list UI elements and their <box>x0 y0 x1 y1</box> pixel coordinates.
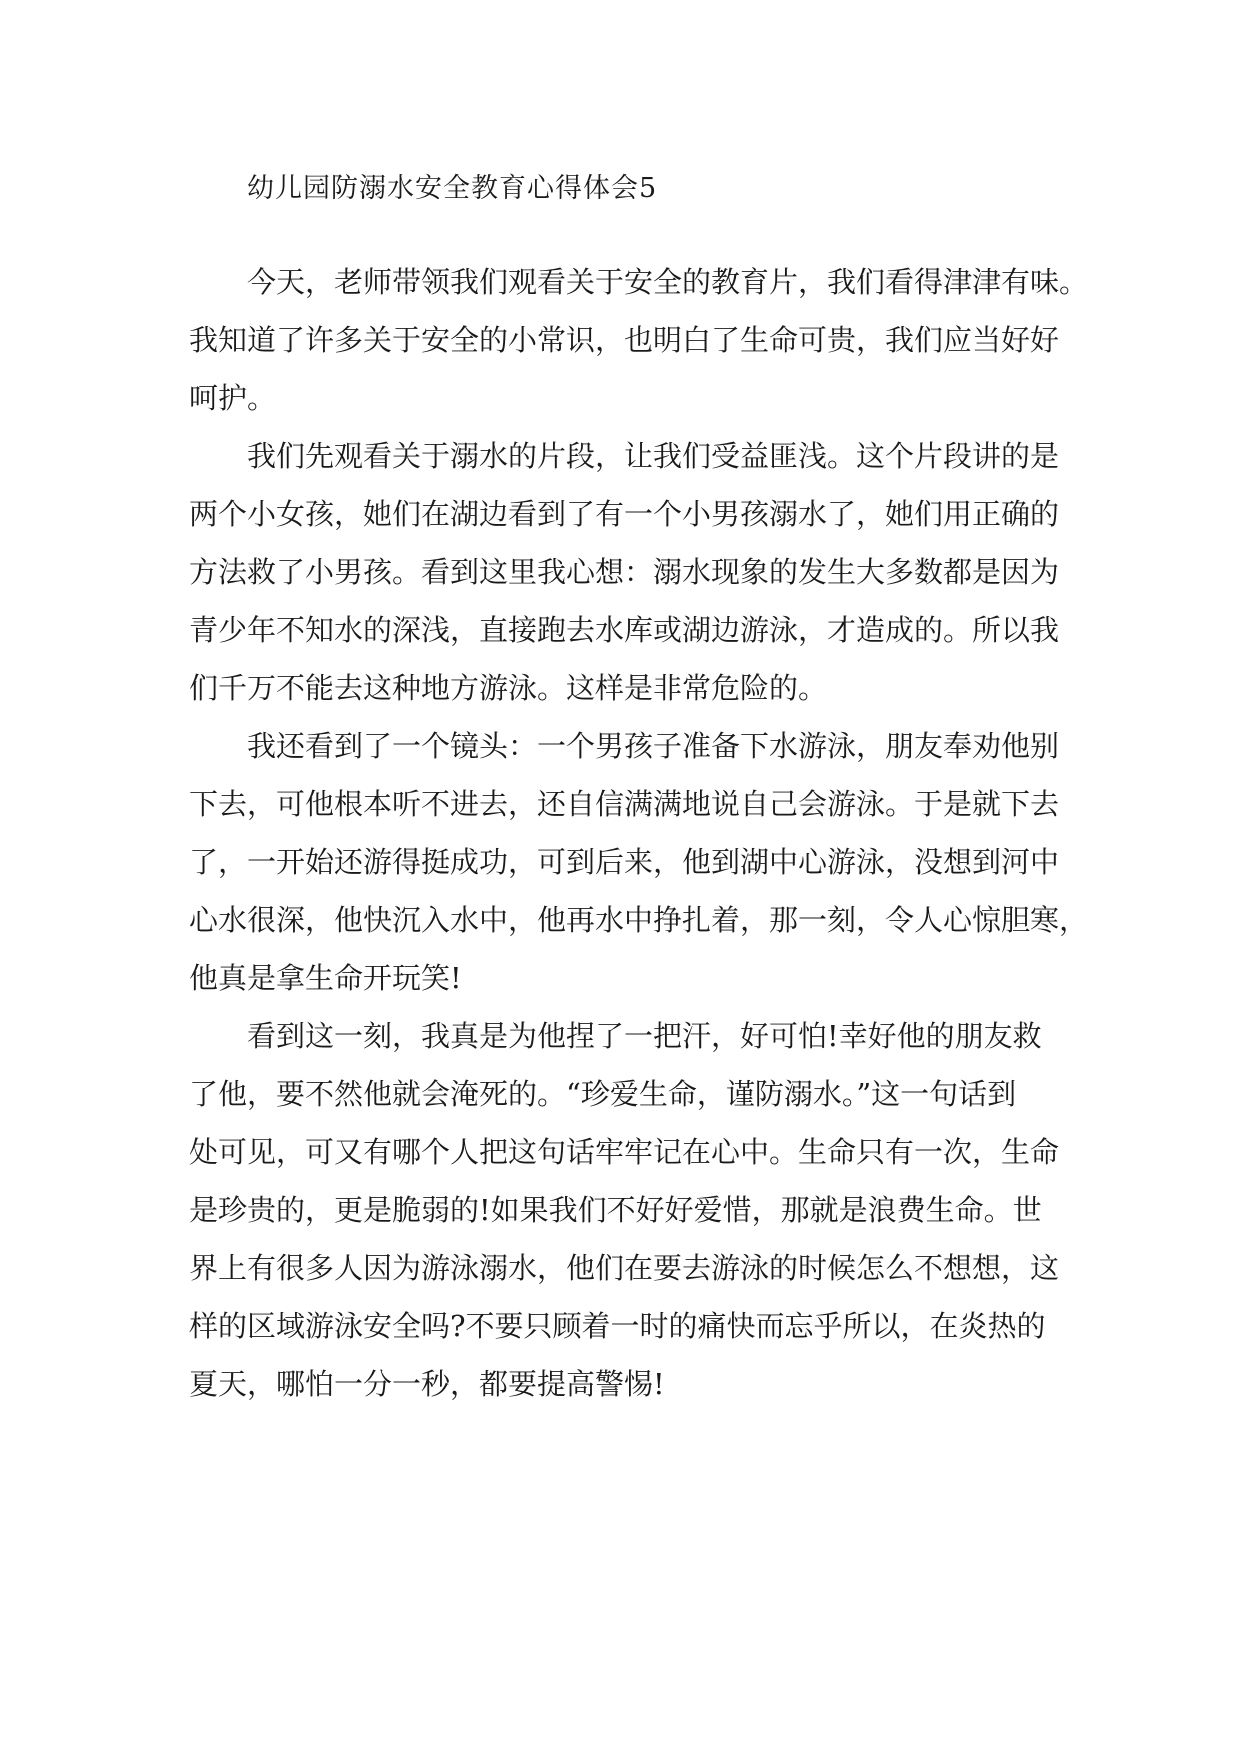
paragraph-4-line-7: 夏天，哪怕一分一秒，都要提高警惕! <box>189 1367 665 1401</box>
paragraph-3-line-3: 了，一开始还游得挺成功，可到后来，他到湖中心游泳，没想到河中 <box>189 845 1060 879</box>
paragraph-1-line-1: 今天，老师带领我们观看关于安全的教育片，我们看得津津有味。 <box>247 265 1089 299</box>
paragraph-4-line-6: 样的区域游泳安全吗?不要只顾着一时的痛快而忘乎所以，在炎热的 <box>189 1309 1046 1343</box>
document-title: 幼儿园防溺水安全教育心得体会5 <box>247 173 658 204</box>
paragraph-2-line-5: 们千万不能去这种地方游泳。这样是非常危险的。 <box>189 671 828 705</box>
paragraph-4-line-2: 了他，要不然他就会淹死的。“珍爱生命，谨防溺水。”这一句话到 <box>189 1077 1017 1111</box>
paragraph-4-line-3: 处可见，可又有哪个人把这句话牢牢记在心中。生命只有一次，生命 <box>189 1135 1060 1169</box>
paragraph-2-line-4: 青少年不知水的深浅，直接跑去水库或湖边游泳，才造成的。所以我 <box>189 613 1060 647</box>
paragraph-1-line-3: 呵护。 <box>189 381 277 415</box>
paragraph-3-line-1: 我还看到了一个镜头：一个男孩子准备下水游泳，朋友奉劝他别 <box>247 729 1060 763</box>
paragraph-3-line-5: 他真是拿生命开玩笑! <box>189 961 462 995</box>
paragraph-3-line-4: 心水很深，他快沉入水中，他再水中挣扎着，那一刻，令人心惊胆寒， <box>189 903 1089 937</box>
paragraph-2-line-2: 两个小女孩，她们在湖边看到了有一个小男孩溺水了，她们用正确的 <box>189 497 1060 531</box>
paragraph-4-line-4: 是珍贵的，更是脆弱的!如果我们不好好爱惜，那就是浪费生命。世 <box>189 1193 1042 1227</box>
paragraph-4-line-1: 看到这一刻，我真是为他捏了一把汗，好可怕!幸好他的朋友救 <box>247 1019 1042 1053</box>
paragraph-1-line-2: 我知道了许多关于安全的小常识，也明白了生命可贵，我们应当好好 <box>189 323 1060 357</box>
paragraph-3-line-2: 下去，可他根本听不进去，还自信满满地说自己会游泳。于是就下去 <box>189 787 1060 821</box>
paragraph-2-line-3: 方法救了小男孩。看到这里我心想：溺水现象的发生大多数都是因为 <box>189 555 1060 589</box>
paragraph-4-line-5: 界上有很多人因为游泳溺水，他们在要去游泳的时候怎么不想想，这 <box>189 1251 1060 1285</box>
paragraph-2-line-1: 我们先观看关于溺水的片段，让我们受益匪浅。这个片段讲的是 <box>247 439 1060 473</box>
